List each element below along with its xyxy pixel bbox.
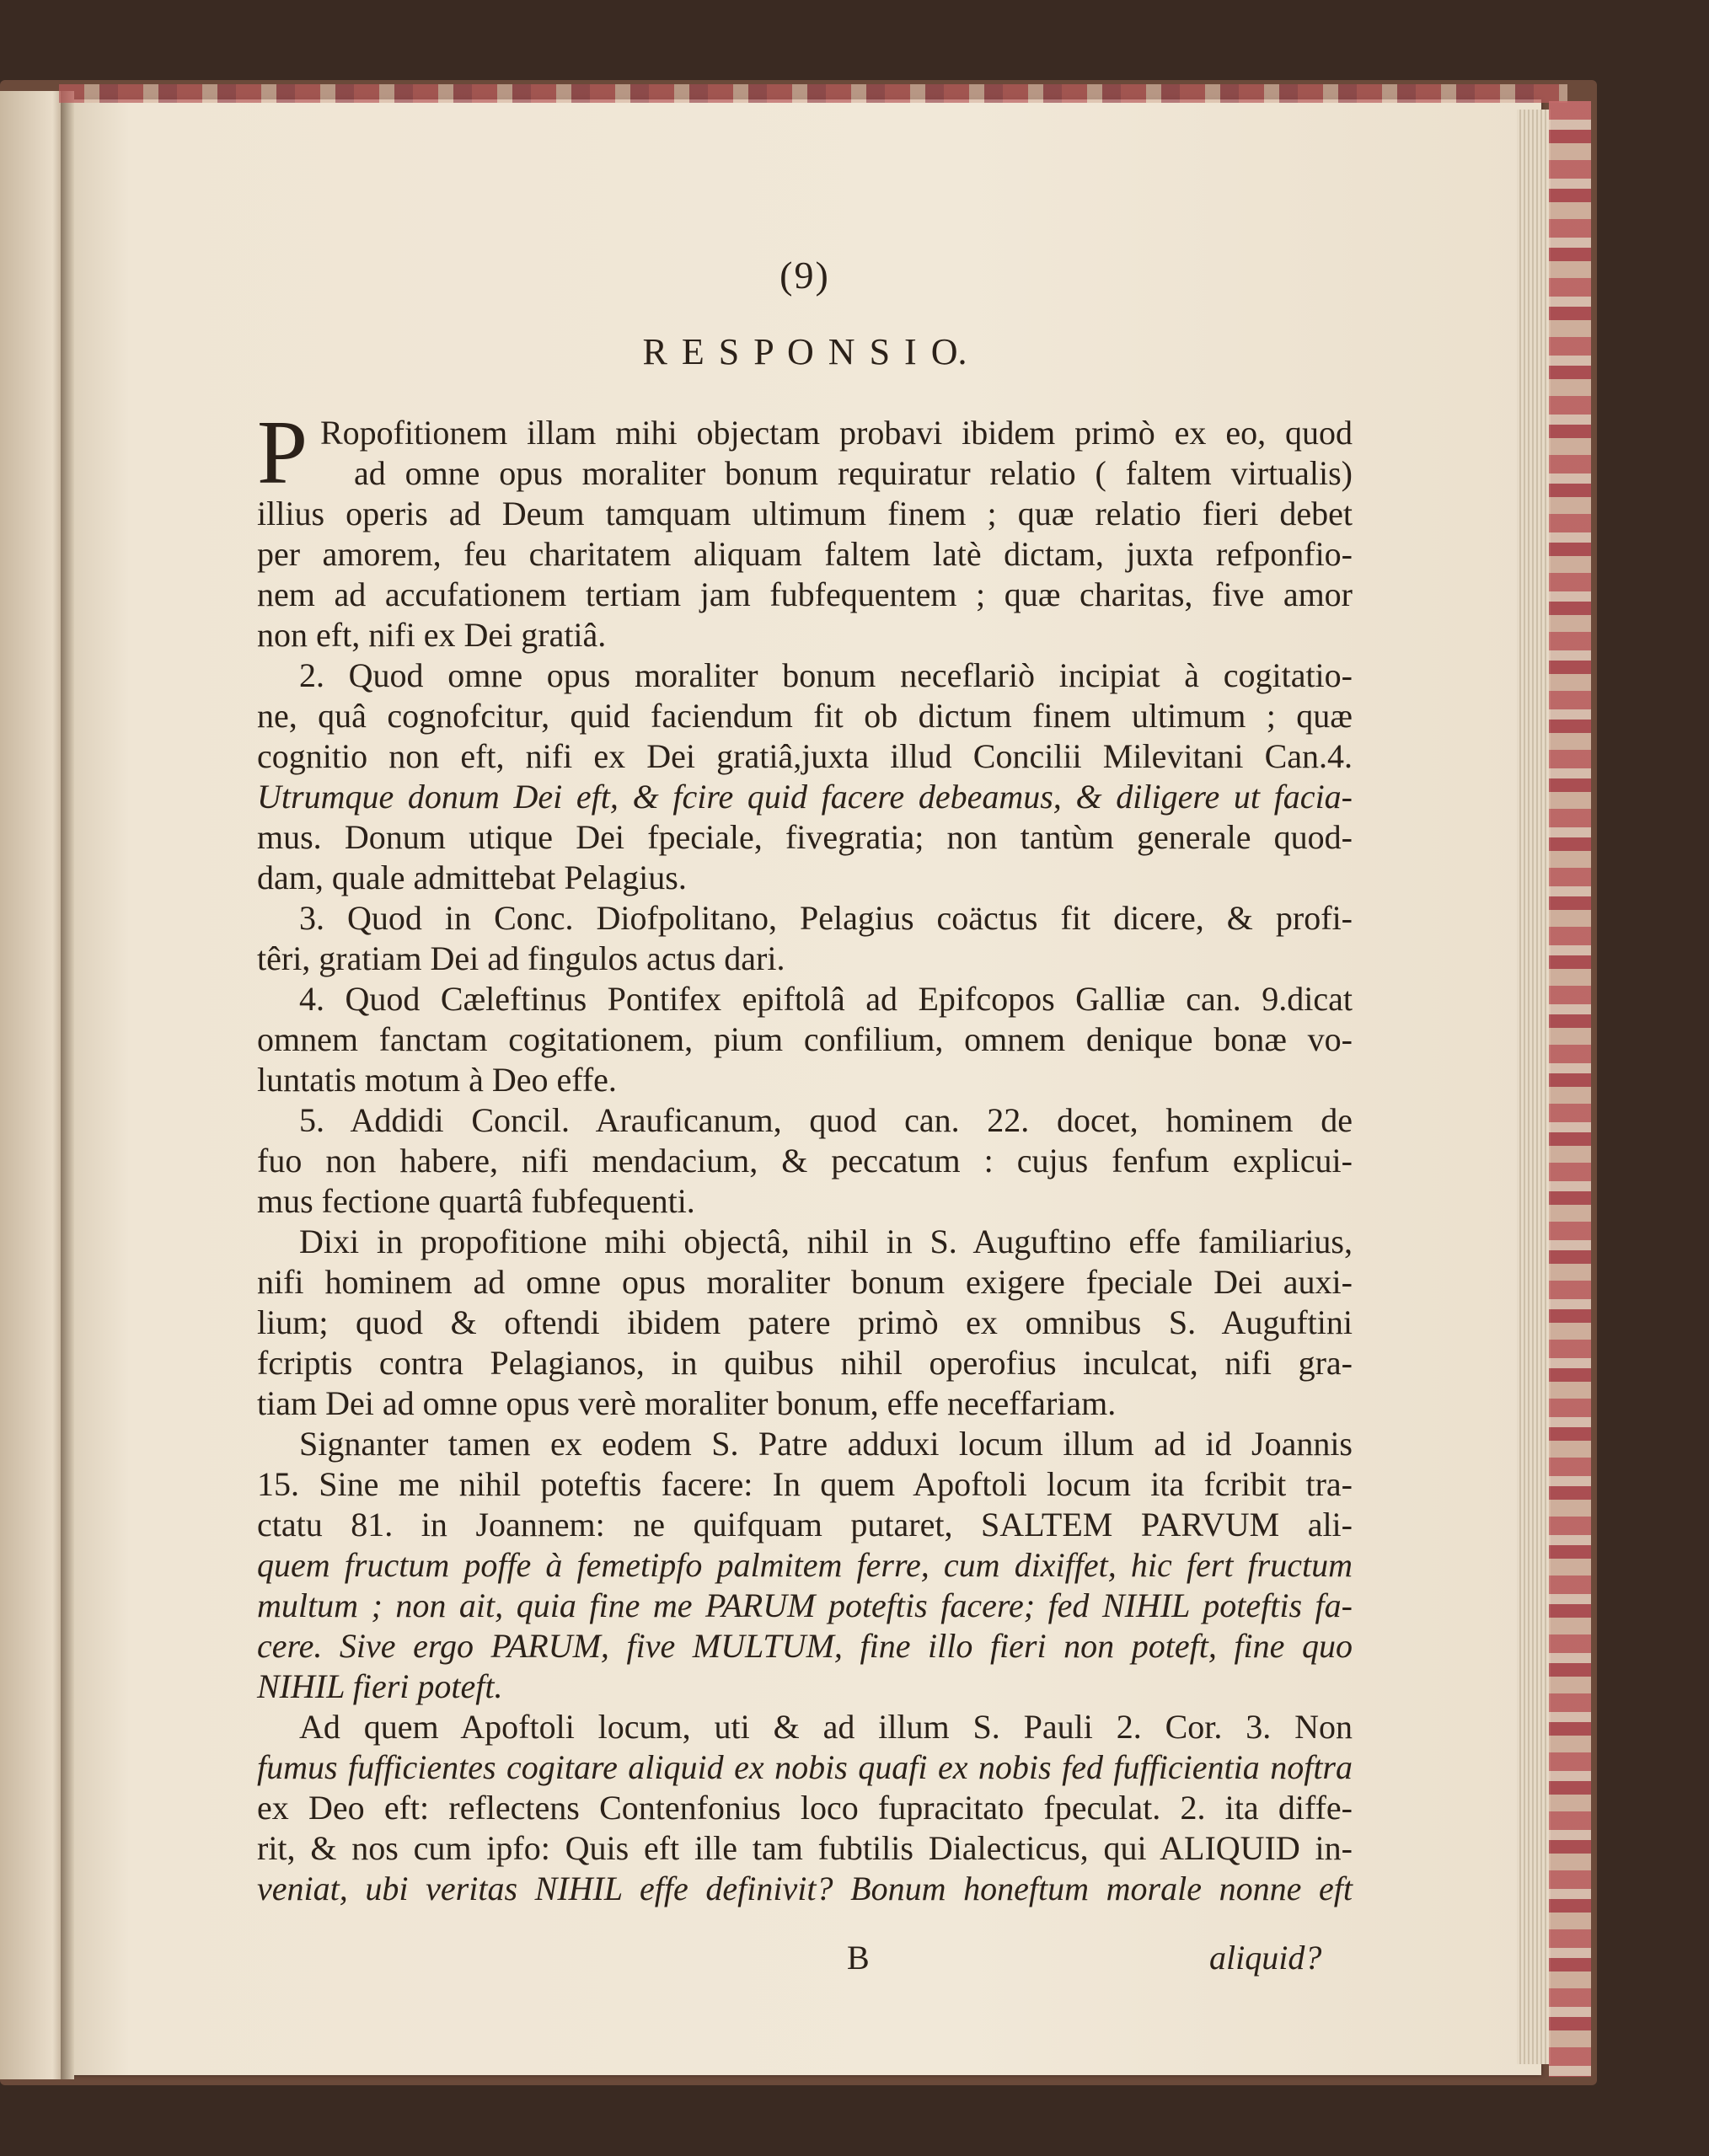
marbled-fore-edge	[1549, 101, 1591, 2077]
text-line: cognitio non eft, nifi ex Dei gratiâ,juxta illud Concilii Milevitani Can.4.	[257, 737, 1353, 775]
text-line: 15. Sine me nihil poteftis facere: In quem Apoftoli locum ita fcribit tra-	[257, 1465, 1353, 1503]
text-line: nifi hominem ad omne opus moraliter bonum exigere fpeciale Dei auxi-	[257, 1263, 1353, 1301]
text-line: Ad quem Apoftoli locum, uti & ad illum S. Pauli 2. Cor. 3. Non	[299, 1708, 1353, 1746]
text-line: luntatis motum à Deo effe.	[257, 1061, 617, 1099]
text-line: ne, quâ cognofcitur, quid faciendum fit ob dictum finem ultimum ; quæ	[257, 697, 1353, 735]
page-number: (9)	[779, 254, 830, 297]
text-line: 5. Addidi Concil. Arauficanum, quod can. 22. docet, hominem de	[299, 1101, 1353, 1139]
text-line: têri, gratiam Dei ad fingulos actus dari.	[257, 939, 785, 977]
text-line: ex Deo eft: reflectens Contenfonius loco fupracitato fpeculat. 2. ita diffe-	[257, 1789, 1353, 1827]
text-line: NIHIL fieri poteft.	[257, 1667, 503, 1705]
book-gutter	[61, 91, 74, 2079]
text-line: illius operis ad Deum tamquam ultimum finem ; quæ relatio fieri debet	[257, 495, 1353, 532]
text-line: per amorem, feu charitatem aliquam faltem latè dictam, juxta refponfio-	[257, 535, 1353, 573]
drop-cap: P	[257, 403, 308, 503]
catchword: aliquid?	[1209, 1939, 1322, 1977]
text-line: mus fectione quartâ fubfequenti.	[257, 1182, 695, 1220]
text-line: omnem fanctam cogitationem, pium confilium, omnem denique bonæ vo-	[257, 1020, 1353, 1058]
text-line: veniat, ubi veritas NIHIL effe definivit? Bonum honeftum morale nonne eft	[257, 1870, 1353, 1907]
text-line: nem ad accufationem tertiam jam fubfequentem ; quæ charitas, five amor	[257, 575, 1353, 613]
text-line: quem fructum poffe à femetipfo palmitem ferre, cum dixiffet, hic fert fructum	[257, 1546, 1353, 1584]
marbled-top-edge	[59, 84, 1567, 103]
text-line: 3. Quod in Conc. Diofpolitano, Pelagius coäctus fit dicere, & profi-	[299, 899, 1353, 937]
text-line: multum ; non ait, quia fine me PARUM poteftis facere; fed NIHIL poteftis fa-	[257, 1586, 1353, 1624]
text-line: non eft, nifi ex Dei gratiâ.	[257, 616, 607, 654]
text-line: rit, & nos cum ipfo: Quis eft ille tam fubtilis Dialecticus, qui ALIQUID in-	[257, 1829, 1353, 1867]
text-line: fcriptis contra Pelagianos, in quibus nihil operofius inculcat, nifi gra-	[257, 1344, 1353, 1382]
text-line: cere. Sive ergo PARUM, five MULTUM, fine illo fieri non poteft, fine quo	[257, 1627, 1353, 1665]
text-line: Ropofitionem illam mihi objectam probavi ibidem primò ex eo, quod	[320, 414, 1353, 452]
section-heading: R E S P O N S I O.	[642, 331, 967, 372]
signature-mark: B	[847, 1939, 870, 1977]
text-line: ad omne opus moraliter bonum requiratur relatio ( faltem virtualis)	[354, 454, 1353, 492]
text-line: 2. Quod omne opus moraliter bonum neceflariò incipiat à cogitatio-	[299, 656, 1353, 694]
text-line: ctatu 81. in Joannem: ne quifquam putaret, SALTEM PARVUM ali-	[257, 1506, 1353, 1543]
text-line: tiam Dei ad omne opus verè moraliter bonum, effe neceffariam.	[257, 1384, 1117, 1422]
text-line: fumus fufficientes cogitare aliquid ex nobis quafi ex nobis fed fufficientia noftra	[257, 1748, 1353, 1786]
text-line: dam, quale admittebat Pelagius.	[257, 859, 687, 896]
text-line: Signanter tamen ex eodem S. Patre adduxi locum illum ad id Joannis	[299, 1425, 1353, 1463]
text-line: mus. Donum utique Dei fpeciale, fivegratia; non tantùm generale quod-	[257, 818, 1353, 856]
text-line: fuo non habere, nifi mendacium, & peccatum : cujus fenfum explicui-	[257, 1142, 1353, 1180]
text-line: Dixi in propofitione mihi objectâ, nihil in S. Auguftino effe familiarius,	[299, 1222, 1353, 1260]
text-line: 4. Quod Cæleftinus Pontifex epiftolâ ad Epifcopos Galliæ can. 9.dicat	[299, 980, 1353, 1018]
left-page-edge	[0, 91, 66, 2079]
page-edges	[1517, 110, 1551, 2064]
text-line: Utrumque donum Dei eft, & fcire quid facere debeamus, & diligere ut facia-	[257, 778, 1353, 816]
text-line: lium; quod & oftendi ibidem patere primò ex omnibus S. Auguftini	[257, 1303, 1353, 1341]
